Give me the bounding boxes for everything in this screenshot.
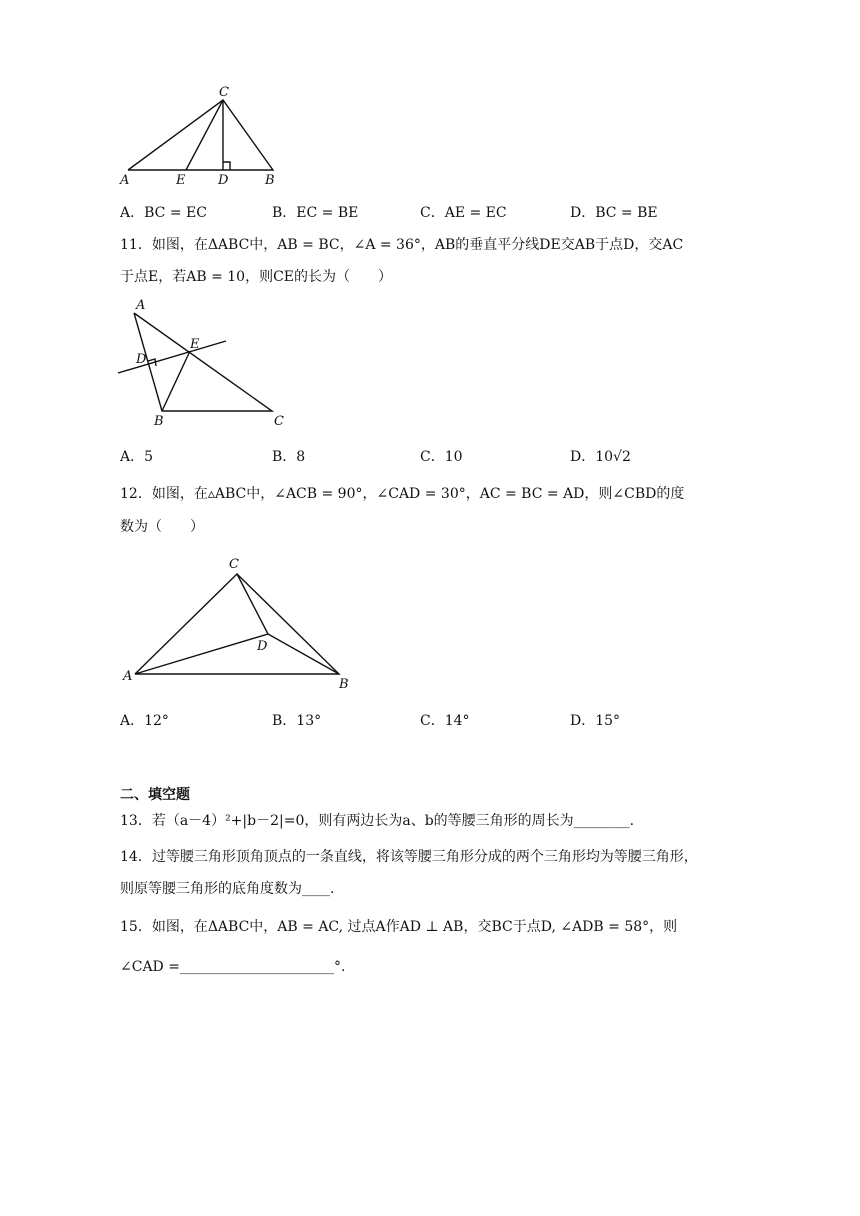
q14-line2: 则原等腰三角形的底角度数为____. [120,881,335,897]
fig10-label-c: C [219,85,229,100]
q15-line1: 15．如图，在ΔABC中，AB = AC, 过点A作AD ⊥ AB，交BC于点D, ∠ADB = 58°，则 [120,919,678,935]
figure-q11 [110,295,300,430]
fig12-label-b: B [339,677,349,692]
fig10-label-a: A [120,173,130,188]
fig10-label-d: D [218,173,229,188]
q13-text: 13．若（a－4）²+|b－2|=0，则有两边长为a、b的等腰三角形的周长为________. [120,813,635,829]
q11-option-a: A．5 [120,449,154,465]
q14-line1: 14．过等腰三角形顶角顶点的一条直线，将该等腰三角形分成的两个三角形均为等腰三角形， [120,849,698,865]
q12-option-a: A．12° [120,713,169,729]
q11-option-d: D．10√2 [570,449,631,465]
q12-option-b: B．13° [272,713,322,729]
q11-option-b: B．8 [272,449,306,465]
q15-line2: ∠CAD =______________________°. [120,959,346,975]
fig11-label-e: E [190,337,200,352]
q10-option-c: C．AE = EC [420,205,507,221]
q12-stem-line2: 数为（ ） [120,519,204,535]
fig12-label-c: C [229,557,239,572]
fig11-label-b: B [154,414,164,429]
figure-q10 [110,82,290,192]
fig10-label-b: B [265,173,275,188]
q11-option-c: C．10 [420,449,463,465]
fig11-label-c: C [274,414,284,429]
fig12-label-d: D [257,639,268,654]
q12-option-d: D．15° [570,713,621,729]
q10-option-d: D．BC = BE [570,205,658,221]
fig12-label-a: A [123,669,133,684]
fig11-label-d: D [136,352,147,367]
q12-option-c: C．14° [420,713,470,729]
q11-stem-line1: 11．如图，在ΔABC中，AB = BC，∠A = 36°，AB的垂直平分线DE交AB于点D，交AC [120,237,684,253]
figure-q12 [115,550,360,695]
section-title-fill-blank: 二、填空题 [120,787,190,803]
q11-stem-line2: 于点E，若AB = 10，则CE的长为（ ） [120,269,392,285]
q12-stem-line1: 12．如图，在▵ABC中，∠ACB = 90°，∠CAD = 30°，AC = BC = AD，则∠CBD的度 [120,486,685,502]
q10-option-b: B．EC = BE [272,205,359,221]
q10-option-a: A．BC = EC [120,205,207,221]
fig10-label-e: E [176,173,186,188]
fig11-label-a: A [136,298,146,313]
